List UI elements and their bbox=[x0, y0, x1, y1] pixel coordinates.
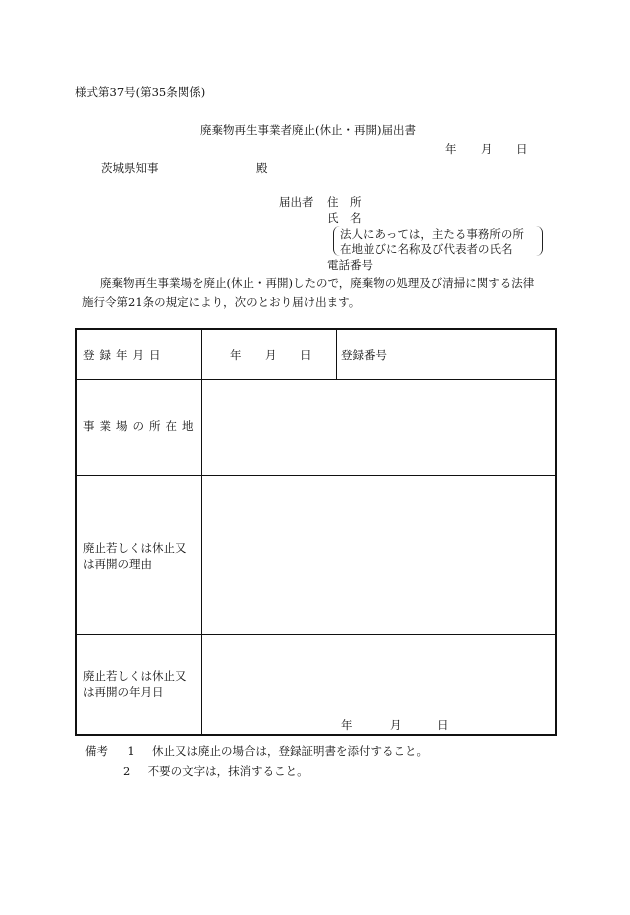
remark-1-number: 1 bbox=[127, 744, 135, 758]
recipient-honorific: 殿 bbox=[256, 161, 268, 175]
action-date-label-line-2: は再開の年月日 bbox=[83, 685, 164, 699]
recipient-name: 茨城県知事 bbox=[101, 161, 159, 175]
document-title: 廃棄物再生事業者廃止(休止・再開)届出書 bbox=[200, 123, 416, 137]
table-row1-divider bbox=[336, 330, 337, 379]
address-label: 住 所 bbox=[327, 195, 362, 209]
body-line-1: 廃棄物再生事業場を廃止(休止・再開)したので，廃棄物の処理及び清掃に関する法律 bbox=[100, 276, 535, 290]
table-row-separator-2 bbox=[77, 475, 555, 476]
form-table bbox=[75, 328, 557, 736]
remarks-heading: 備考 bbox=[85, 744, 108, 758]
remark-2-text: 不要の文字は，抹消すること。 bbox=[147, 764, 309, 778]
body-line-2: 施行令第21条の規定により，次のとおり届け出ます。 bbox=[82, 295, 361, 309]
date-month-label: 月 bbox=[481, 142, 493, 156]
registration-date-label: 登録年月日 bbox=[83, 348, 166, 362]
corporate-note-line-2: 在地並びに名称及び代表者の氏名 bbox=[340, 242, 513, 256]
date-year-label: 年 bbox=[445, 142, 457, 156]
name-label: 氏 名 bbox=[327, 211, 362, 225]
reason-label-line-2: は再開の理由 bbox=[83, 557, 152, 571]
applicant-label: 届出者 bbox=[279, 195, 314, 209]
corporate-note-line-1: 法人にあっては，主たる事務所の所 bbox=[340, 227, 524, 241]
remarks bbox=[85, 741, 428, 781]
date-day-label: 日 bbox=[516, 142, 528, 156]
action-date-year: 年 bbox=[341, 718, 353, 732]
registration-date-year: 年 bbox=[230, 348, 242, 362]
action-date-label-line-1: 廃止若しくは休止又 bbox=[83, 669, 187, 683]
registration-date-month: 月 bbox=[265, 348, 277, 362]
registration-number-label: 登録番号 bbox=[341, 348, 387, 362]
reason-label-line-1: 廃止若しくは休止又 bbox=[83, 541, 187, 555]
corporate-note-bracket bbox=[333, 226, 543, 256]
remark-2-number: 2 bbox=[123, 764, 131, 778]
table-column-divider bbox=[201, 330, 202, 734]
business-site-location-label: 事業場の所在地 bbox=[83, 419, 199, 433]
action-date-day: 日 bbox=[437, 718, 449, 732]
table-row-separator-3 bbox=[77, 634, 555, 635]
remark-1-text: 休止又は廃止の場合は，登録証明書を添付すること。 bbox=[151, 744, 428, 758]
registration-date-day: 日 bbox=[300, 348, 312, 362]
table-row-separator-1 bbox=[77, 379, 555, 380]
phone-label: 電話番号 bbox=[327, 258, 373, 272]
form-number: 様式第37号(第35条関係) bbox=[75, 85, 206, 99]
action-date-month: 月 bbox=[390, 718, 402, 732]
body-text bbox=[82, 274, 552, 312]
